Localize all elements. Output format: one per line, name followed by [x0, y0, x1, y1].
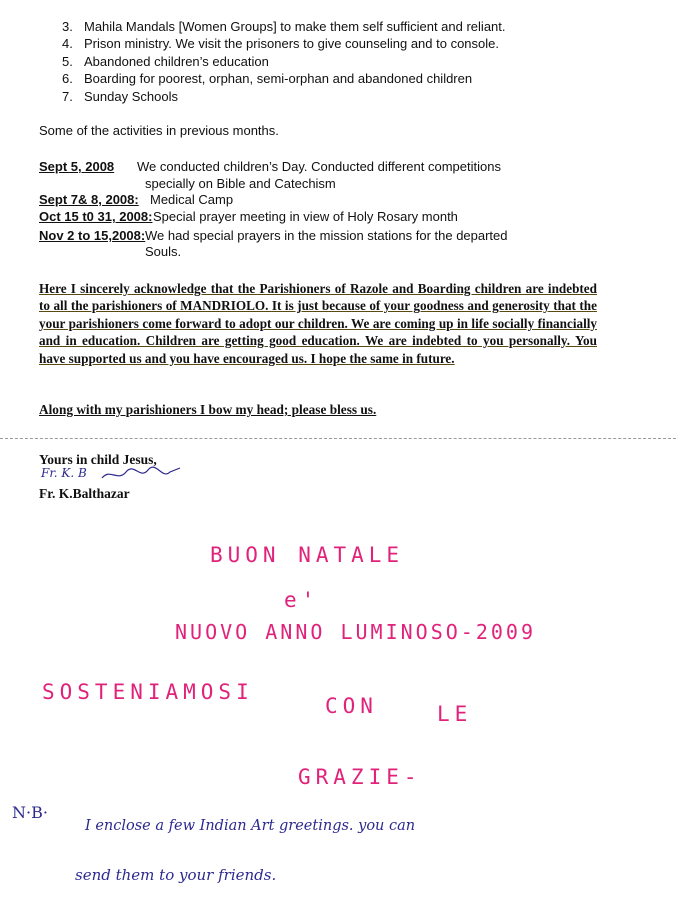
activities-intro: Some of the activities in previous months. — [39, 123, 279, 138]
list-item: 4. Prison ministry. We visit the prisoners to give counseling and to console. — [62, 36, 499, 52]
activities-list — [62, 18, 506, 105]
closing-line: Yours in child Jesus, — [39, 452, 157, 467]
greeting-line-3: NUOVO ANNO LUMINOSO-2009 — [175, 620, 536, 644]
blessing-line: Along with my parishioners I bow my head; please bless us. — [39, 402, 377, 417]
event-text: Medical Camp — [150, 192, 234, 207]
list-item: 5. Abandoned children’s education — [62, 53, 269, 69]
list-item: 6. Boarding for poorest, orphan, semi-orphan and abandoned children — [62, 71, 473, 87]
greeting-line-4c: LE — [437, 702, 473, 726]
note-line-1: I enclose a few Indian Art greetings. you can — [85, 818, 416, 834]
event-text-cont: specially on Bible and Catechism — [145, 176, 336, 191]
divider — [0, 438, 676, 439]
greeting-line-2: e' — [284, 588, 320, 612]
signature-scrawl-icon — [100, 466, 182, 484]
note-prefix: N·B· — [12, 803, 48, 822]
event-date: Sept 5, 2008 — [39, 159, 115, 174]
greeting-line-4b: CON — [325, 694, 378, 718]
event-text-cont: Souls. — [145, 244, 182, 259]
event-text: We had special prayers in the mission stations for the departed — [145, 228, 508, 243]
event-date: Sept 7& 8, 2008: — [39, 192, 139, 207]
greeting-line-1: BUON NATALE — [210, 543, 405, 567]
event-text: We conducted children’s Day. Conducted different competitions — [137, 159, 501, 174]
greeting-line-4a: SOSTENIAMOSI — [42, 680, 254, 704]
note-line-2: send them to your friends. — [75, 866, 277, 884]
list-item: 7. Sunday Schools — [62, 88, 178, 104]
greeting-line-5: GRAZIE- — [298, 765, 422, 789]
event-text: Special prayer meeting in view of Holy Rosary month — [153, 209, 458, 224]
list-item: 3. Mahila Mandals [Women Groups] to make them self sufficient and reliant. — [62, 19, 506, 34]
event-date: Oct 15 t0 31, 2008: — [39, 209, 153, 224]
signer-name: Fr. K.Balthazar — [39, 486, 130, 501]
handwritten-signature: Fr. K. B — [41, 466, 87, 480]
event-date: Nov 2 to 15,2008: — [39, 228, 146, 243]
acknowledgement-paragraph: Here I sincerely acknowledge that the Parishioners of Razole and Boarding children are indebted to all the parishioners of MANDRIOLO. It is just because of your goodness and generosity that the your parishioners come forward to adopt our children. We are coming up in life socially financially and in education. Children are getting good education. We are indebted to you personally. You have supported us and you have encouraged us. I hope the same in future. — [39, 281, 597, 366]
